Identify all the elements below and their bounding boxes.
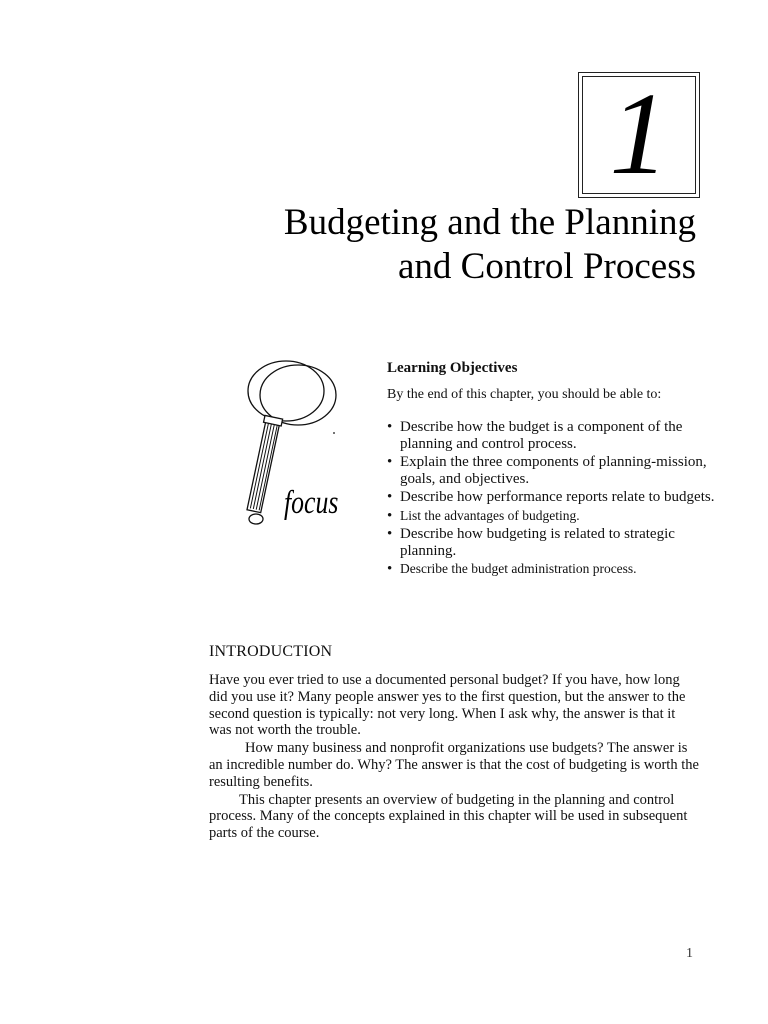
introduction-paragraph: How many business and nonprofit organizations use budgets? The answer is an incredible number do. Why? The answer is that the cost of budgeting is worth the resulting benefits.: [209, 740, 699, 790]
learning-objectives-list: [387, 419, 717, 578]
chapter-number: 1: [609, 68, 669, 199]
objective-item: • Describe how the budget is a component of the planning and control process.: [387, 419, 717, 452]
objective-item: • Explain the three components of planning-mission, goals, and objectives.: [387, 454, 717, 487]
chapter-title: [284, 201, 696, 289]
chapter-title-line-1: Budgeting and the Planning: [283, 202, 696, 243]
focus-label: focus: [284, 485, 339, 521]
objective-item: • Describe how budgeting is related to strategic planning.: [387, 526, 717, 559]
objective-item: • Describe how performance reports relate to budgets.: [387, 489, 717, 506]
objective-item: • List the advantages of budgeting.: [387, 508, 717, 525]
introduction-paragraph: This chapter presents an overview of budgeting in the planning and control process. Many of the concepts explained in this chapter will be used in subsequent parts of the course.: [209, 791, 688, 842]
learning-objectives-heading: Learning Objectives: [387, 360, 518, 376]
objective-item: • Describe the budget administration process.: [387, 561, 717, 578]
focus-graphic: [240, 355, 360, 535]
introduction-paragraph: Have you ever tried to use a documented personal budget? If you have, how long did you use it? Many people answer yes to the first question, but the answer to the second question is typically: not very long. When I ask why, the answer is that it was not worth the trouble.: [209, 672, 686, 739]
chapter-title-line-2: and Control Process: [397, 246, 696, 287]
learning-objectives: [387, 358, 717, 580]
chapter-number-box: [578, 68, 700, 199]
introduction-heading: INTRODUCTION: [209, 643, 333, 660]
introduction-body: [209, 672, 699, 842]
learning-objectives-intro: By the end of this chapter, you should be able to:: [387, 387, 662, 402]
page-number: 1: [686, 946, 693, 961]
